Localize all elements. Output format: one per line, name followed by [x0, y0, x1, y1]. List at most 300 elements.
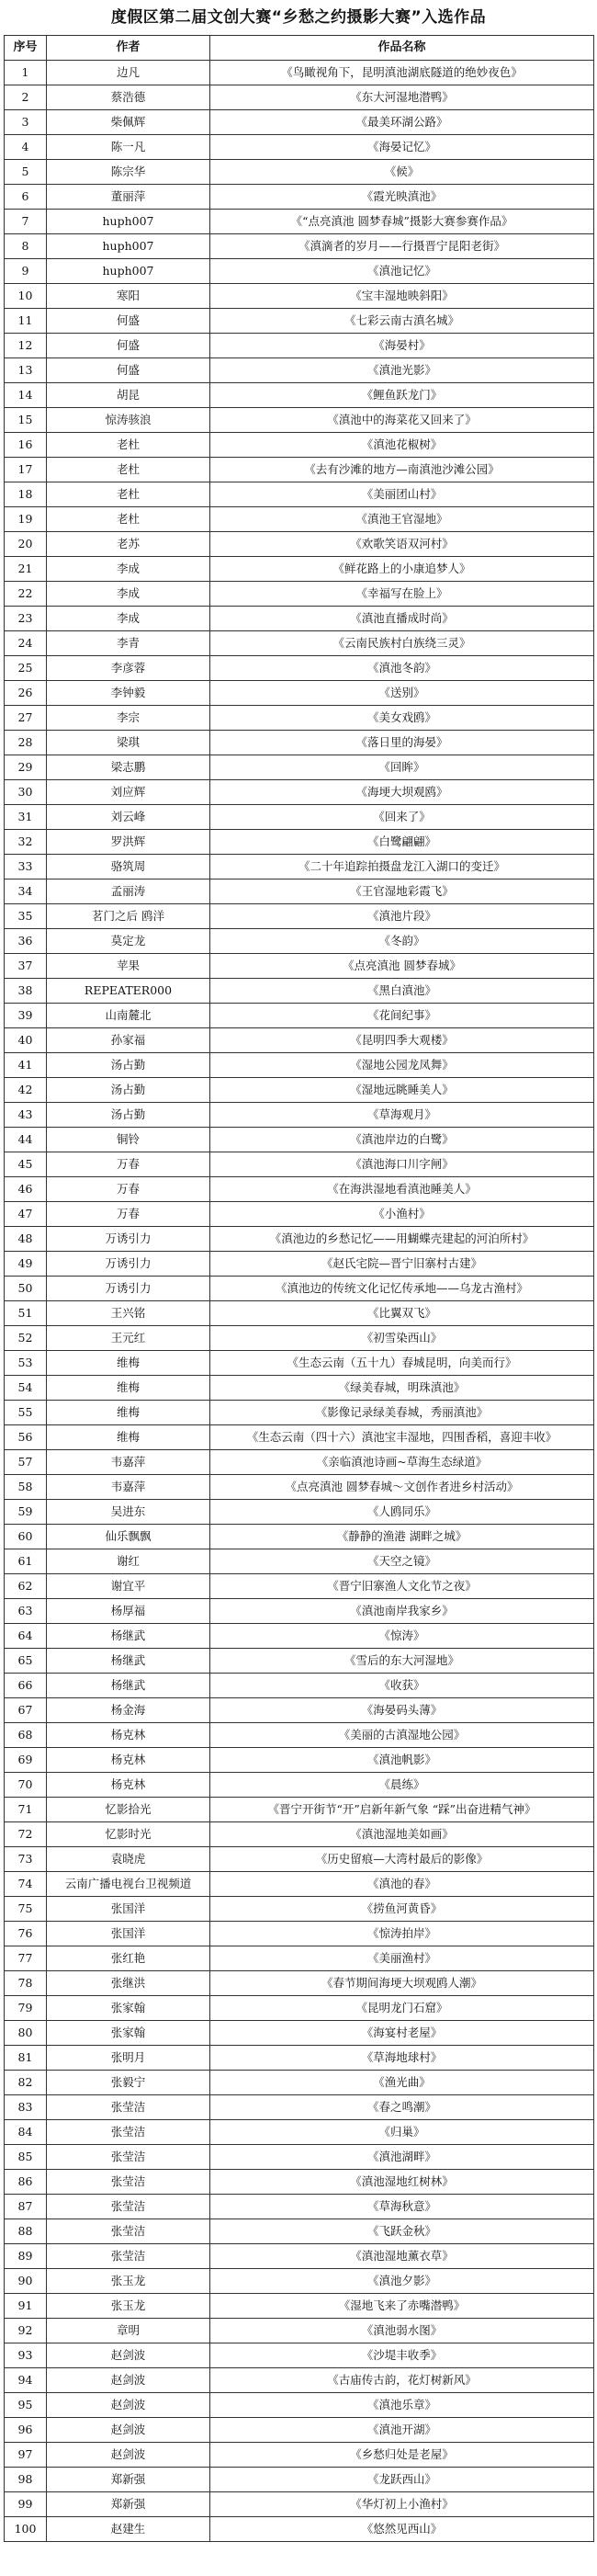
row-index: 24: [5, 631, 47, 656]
table-row: [5, 210, 594, 234]
row-work-title: 《最美环湖公路》: [210, 110, 594, 135]
table-row: [5, 2120, 594, 2145]
table-row: [5, 1971, 594, 1996]
row-index: 19: [5, 507, 47, 532]
row-author: 万春: [47, 1152, 210, 1177]
row-work-title: 《送别》: [210, 681, 594, 706]
table-row: [5, 383, 594, 408]
row-author: 张莹洁: [47, 2195, 210, 2219]
row-author: 陈宗华: [47, 160, 210, 185]
row-author: 赵剑波: [47, 2343, 210, 2368]
row-work-title: 《惊涛》: [210, 1624, 594, 1649]
table-row: [5, 681, 594, 706]
row-author: 董丽萍: [47, 185, 210, 210]
row-author: huph007: [47, 210, 210, 234]
row-author: 梁琪: [47, 731, 210, 755]
row-work-title: 《美丽团山村》: [210, 482, 594, 507]
table-row: [5, 656, 594, 681]
row-index: 21: [5, 557, 47, 582]
table-row: [5, 1872, 594, 1897]
row-work-title: 《滇池湖畔》: [210, 2145, 594, 2170]
row-work-title: 《生态云南（五十九）春城昆明，向美而行》: [210, 1351, 594, 1376]
table-row: [5, 2145, 594, 2170]
table-row: [5, 61, 594, 85]
table-row: [5, 1822, 594, 1847]
row-index: 51: [5, 1301, 47, 1326]
table-row: [5, 2443, 594, 2468]
row-work-title: 《滇池记忆》: [210, 259, 594, 284]
row-work-title: 《天空之镜》: [210, 1549, 594, 1574]
table-row: [5, 458, 594, 482]
row-work-title: 《湿地飞来了赤嘴潜鸭》: [210, 2294, 594, 2319]
row-author: 袁晓虎: [47, 1847, 210, 1872]
row-index: 14: [5, 383, 47, 408]
row-work-title: 《乡愁归处是老屋》: [210, 2443, 594, 2468]
row-work-title: 《滇池边的传统文化记忆传承地——乌龙古渔村》: [210, 1277, 594, 1301]
row-work-title: 《滇池帆影》: [210, 1748, 594, 1773]
row-index: 23: [5, 607, 47, 631]
row-author: 何盛: [47, 309, 210, 334]
row-author: 陈一凡: [47, 135, 210, 160]
row-author: 李钟毅: [47, 681, 210, 706]
row-index: 18: [5, 482, 47, 507]
table-row: [5, 1401, 594, 1425]
row-work-title: 《滇池光影》: [210, 358, 594, 383]
row-work-title: 《鲤鱼跃龙门》: [210, 383, 594, 408]
row-work-title: 《湿地远眺睡美人》: [210, 1078, 594, 1103]
row-index: 50: [5, 1277, 47, 1301]
table-row: [5, 1425, 594, 1450]
row-work-title: 《美丽的古滇湿地公园》: [210, 1723, 594, 1748]
row-author: REPEATER000: [47, 979, 210, 1004]
row-work-title: 《美丽渔村》: [210, 1946, 594, 1971]
row-index: 37: [5, 954, 47, 979]
row-work-title: 《初雪染西山》: [210, 1326, 594, 1351]
table-row: [5, 830, 594, 855]
row-index: 83: [5, 2095, 47, 2120]
row-author: 张红艳: [47, 1946, 210, 1971]
table-row: [5, 731, 594, 755]
row-index: 96: [5, 2418, 47, 2443]
row-author: 铜铃: [47, 1128, 210, 1152]
row-index: 58: [5, 1475, 47, 1500]
table-row: [5, 929, 594, 954]
row-author: 李宗: [47, 706, 210, 731]
row-index: 48: [5, 1227, 47, 1252]
row-author: 张国洋: [47, 1922, 210, 1946]
row-author: 谢宜平: [47, 1574, 210, 1599]
row-author: 张莹洁: [47, 2244, 210, 2269]
row-author: 惊涛骇浪: [47, 408, 210, 433]
row-index: 11: [5, 309, 47, 334]
row-work-title: 《霞光映滇池》: [210, 185, 594, 210]
entries-table: [4, 35, 594, 2542]
row-author: 赵剑波: [47, 2418, 210, 2443]
row-index: 4: [5, 135, 47, 160]
row-index: 17: [5, 458, 47, 482]
row-work-title: 《惊涛拍岸》: [210, 1922, 594, 1946]
row-work-title: 《昆明四季大观楼》: [210, 1028, 594, 1053]
table-row: [5, 85, 594, 110]
row-index: 16: [5, 433, 47, 458]
row-author: 李青: [47, 631, 210, 656]
row-work-title: 《晋宁开街节“开”启新年新气象 “踩”出奋进精气神》: [210, 1798, 594, 1822]
row-author: 韦嘉萍: [47, 1475, 210, 1500]
row-author: 张莹洁: [47, 2219, 210, 2244]
row-author: 万春: [47, 1177, 210, 1202]
row-work-title: 《悠然见西山》: [210, 2517, 594, 2542]
table-row: [5, 1152, 594, 1177]
row-index: 1: [5, 61, 47, 85]
table-row: [5, 1599, 594, 1624]
row-index: 87: [5, 2195, 47, 2219]
row-index: 82: [5, 2071, 47, 2095]
row-author: 莫定龙: [47, 929, 210, 954]
row-work-title: 《海晏记忆》: [210, 135, 594, 160]
row-author: 李彦蓉: [47, 656, 210, 681]
row-index: 74: [5, 1872, 47, 1897]
table-row: [5, 1773, 594, 1798]
row-index: 29: [5, 755, 47, 780]
row-author: 张莹洁: [47, 2170, 210, 2195]
table-row: [5, 185, 594, 210]
row-author: 骆筑周: [47, 855, 210, 879]
row-work-title: 《亲临滇池诗画~草海生态绿道》: [210, 1450, 594, 1475]
table-row: [5, 879, 594, 904]
row-work-title: 《绿美春城，明珠滇池》: [210, 1376, 594, 1401]
table-row: [5, 2170, 594, 2195]
table-row: [5, 557, 594, 582]
row-index: 2: [5, 85, 47, 110]
row-work-title: 《海晏村》: [210, 334, 594, 358]
table-row: [5, 2368, 594, 2393]
row-author: 张家翰: [47, 1996, 210, 2021]
table-row: [5, 135, 594, 160]
row-author: 张玉龙: [47, 2269, 210, 2294]
row-work-title: 《滇池王官湿地》: [210, 507, 594, 532]
row-index: 56: [5, 1425, 47, 1450]
row-work-title: 《滇池冬韵》: [210, 656, 594, 681]
table-row: [5, 1674, 594, 1698]
row-author: 杨继武: [47, 1674, 210, 1698]
row-index: 12: [5, 334, 47, 358]
table-row: [5, 507, 594, 532]
row-author: 老杜: [47, 458, 210, 482]
table-row: [5, 2393, 594, 2418]
row-author: 章明: [47, 2319, 210, 2343]
row-index: 95: [5, 2393, 47, 2418]
row-author: 仙乐飘飘: [47, 1525, 210, 1549]
row-author: 郑新强: [47, 2492, 210, 2517]
row-work-title: 《东大河湿地潜鸭》: [210, 85, 594, 110]
table-row: [5, 1351, 594, 1376]
row-index: 72: [5, 1822, 47, 1847]
table-row: [5, 1798, 594, 1822]
header-work-title: 作品名称: [210, 36, 594, 61]
row-author: 梁志鹏: [47, 755, 210, 780]
row-author: 罗洪辉: [47, 830, 210, 855]
row-index: 15: [5, 408, 47, 433]
row-work-title: 《比翼双飞》: [210, 1301, 594, 1326]
row-index: 8: [5, 234, 47, 259]
table-row: [5, 1649, 594, 1674]
table-row: [5, 2244, 594, 2269]
row-index: 34: [5, 879, 47, 904]
table-row: [5, 954, 594, 979]
table-row: [5, 433, 594, 458]
header-index: 序号: [5, 36, 47, 61]
row-index: 92: [5, 2319, 47, 2343]
row-work-title: 《晋宁旧寨渔人文化节之夜》: [210, 1574, 594, 1599]
row-index: 6: [5, 185, 47, 210]
row-index: 85: [5, 2145, 47, 2170]
row-author: 张莹洁: [47, 2145, 210, 2170]
row-work-title: 《雪后的东大河湿地》: [210, 1649, 594, 1674]
row-author: 谢红: [47, 1549, 210, 1574]
table-row: [5, 706, 594, 731]
row-index: 99: [5, 2492, 47, 2517]
row-index: 57: [5, 1450, 47, 1475]
table-row: [5, 607, 594, 631]
row-work-title: 《滇池湿地美如画》: [210, 1822, 594, 1847]
table-row: [5, 1723, 594, 1748]
row-index: 28: [5, 731, 47, 755]
row-index: 10: [5, 284, 47, 309]
row-author: 杨金海: [47, 1698, 210, 1723]
row-author: 孙家福: [47, 1028, 210, 1053]
row-index: 78: [5, 1971, 47, 1996]
row-author: 郑新强: [47, 2468, 210, 2492]
table-row: [5, 1078, 594, 1103]
row-author: 万诱引力: [47, 1252, 210, 1277]
row-author: huph007: [47, 259, 210, 284]
row-work-title: 《晨练》: [210, 1773, 594, 1798]
row-work-title: 《海埂大坝观鸥》: [210, 780, 594, 805]
table-row: [5, 904, 594, 929]
table-row: [5, 532, 594, 557]
row-author: 张莹洁: [47, 2095, 210, 2120]
row-author: 汤占勤: [47, 1078, 210, 1103]
table-row: [5, 284, 594, 309]
row-work-title: 《滇池边的乡愁记忆——用蝴蝶壳建起的河泊所村》: [210, 1227, 594, 1252]
row-author: 吴进东: [47, 1500, 210, 1525]
row-index: 93: [5, 2343, 47, 2368]
row-work-title: 《历史留痕—大湾村最后的影像》: [210, 1847, 594, 1872]
row-author: 刘云峰: [47, 805, 210, 830]
row-work-title: 《欢歌笑语双河村》: [210, 532, 594, 557]
row-index: 76: [5, 1922, 47, 1946]
row-index: 94: [5, 2368, 47, 2393]
row-index: 60: [5, 1525, 47, 1549]
table-row: [5, 1500, 594, 1525]
table-row: [5, 2071, 594, 2095]
row-author: 万春: [47, 1202, 210, 1227]
row-author: 边凡: [47, 61, 210, 85]
row-index: 45: [5, 1152, 47, 1177]
row-work-title: 《滇池南岸我家乡》: [210, 1599, 594, 1624]
row-work-title: 《人鸥同乐》: [210, 1500, 594, 1525]
row-work-title: 《赵氏宅院—晋宁旧寨村古建》: [210, 1252, 594, 1277]
table-row: [5, 110, 594, 135]
table-row: [5, 2095, 594, 2120]
row-work-title: 《鸟瞰视角下，昆明滇池湖底隧道的绝妙夜色》: [210, 61, 594, 85]
row-index: 31: [5, 805, 47, 830]
row-work-title: 《龙跃西山》: [210, 2468, 594, 2492]
row-author: 王元红: [47, 1326, 210, 1351]
table-row: [5, 1028, 594, 1053]
table-row: [5, 1996, 594, 2021]
table-row: [5, 755, 594, 780]
row-index: 97: [5, 2443, 47, 2468]
row-work-title: 《滇池开湖》: [210, 2418, 594, 2443]
row-work-title: 《春节期间海埂大坝观鸥人潮》: [210, 1971, 594, 1996]
table-row: [5, 1252, 594, 1277]
row-author: 李成: [47, 607, 210, 631]
row-author: 茗门之后 鸥洋: [47, 904, 210, 929]
row-author: 杨继武: [47, 1649, 210, 1674]
table-row: [5, 2319, 594, 2343]
row-work-title: 《滇池岸边的白鹭》: [210, 1128, 594, 1152]
row-work-title: 《春之鸣潮》: [210, 2095, 594, 2120]
table-row: [5, 2269, 594, 2294]
table-row: [5, 2219, 594, 2244]
table-row: [5, 482, 594, 507]
row-author: 万诱引力: [47, 1227, 210, 1252]
row-index: 63: [5, 1599, 47, 1624]
table-row: [5, 2294, 594, 2319]
row-index: 3: [5, 110, 47, 135]
table-row: [5, 309, 594, 334]
row-author: 赵建生: [47, 2517, 210, 2542]
table-row: [5, 979, 594, 1004]
table-row: [5, 1301, 594, 1326]
table-row: [5, 334, 594, 358]
row-work-title: 《美女戏鸥》: [210, 706, 594, 731]
row-author: 柴佩辉: [47, 110, 210, 135]
row-author: 韦嘉萍: [47, 1450, 210, 1475]
row-work-title: 《草海秋意》: [210, 2195, 594, 2219]
row-work-title: 《华灯初上小渔村》: [210, 2492, 594, 2517]
row-index: 59: [5, 1500, 47, 1525]
row-author: 忆影拾光: [47, 1798, 210, 1822]
row-author: 云南广播电视台卫视频道: [47, 1872, 210, 1897]
row-author: 维梅: [47, 1376, 210, 1401]
row-work-title: 《滇池湿地薰衣草》: [210, 2244, 594, 2269]
row-author: 杨继武: [47, 1624, 210, 1649]
row-index: 47: [5, 1202, 47, 1227]
row-work-title: 《滇池花椒树》: [210, 433, 594, 458]
row-index: 33: [5, 855, 47, 879]
row-work-title: 《滇池直播成时尚》: [210, 607, 594, 631]
row-work-title: 《滇池湿地红树林》: [210, 2170, 594, 2195]
row-work-title: 《去有沙滩的地方—南滇池沙滩公园》: [210, 458, 594, 482]
row-author: 杨克林: [47, 1748, 210, 1773]
row-index: 90: [5, 2269, 47, 2294]
row-work-title: 《二十年追踪拍摄盘龙江入湖口的变迁》: [210, 855, 594, 879]
row-author: 张明月: [47, 2046, 210, 2071]
row-index: 30: [5, 780, 47, 805]
row-index: 70: [5, 1773, 47, 1798]
row-index: 20: [5, 532, 47, 557]
row-work-title: 《点亮滇池 圆梦春城～文创作者进乡村活动》: [210, 1475, 594, 1500]
row-work-title: 《飞跃金秋》: [210, 2219, 594, 2244]
row-work-title: 《冬韵》: [210, 929, 594, 954]
row-author: 老杜: [47, 507, 210, 532]
row-work-title: 《候》: [210, 160, 594, 185]
row-author: 赵剑波: [47, 2393, 210, 2418]
table-row: [5, 631, 594, 656]
row-work-title: 《点亮滇池 圆梦春城》: [210, 954, 594, 979]
table-row: [5, 1177, 594, 1202]
row-work-title: 《王官湿地彩霞飞》: [210, 879, 594, 904]
row-index: 38: [5, 979, 47, 1004]
row-index: 36: [5, 929, 47, 954]
row-index: 67: [5, 1698, 47, 1723]
row-index: 49: [5, 1252, 47, 1277]
table-row: [5, 1128, 594, 1152]
row-index: 69: [5, 1748, 47, 1773]
row-author: 蔡浩德: [47, 85, 210, 110]
header-author: 作者: [47, 36, 210, 61]
row-index: 73: [5, 1847, 47, 1872]
table-row: [5, 259, 594, 284]
row-author: 张玉龙: [47, 2294, 210, 2319]
row-work-title: 《宝丰湿地映斜阳》: [210, 284, 594, 309]
table-row: [5, 2343, 594, 2368]
row-author: 李成: [47, 557, 210, 582]
row-index: 26: [5, 681, 47, 706]
table-row: [5, 1277, 594, 1301]
table-row: [5, 408, 594, 433]
row-index: 39: [5, 1004, 47, 1028]
row-work-title: 《滇滴者的岁月——行摄晋宁昆阳老街》: [210, 234, 594, 259]
row-work-title: 《白鹭翩翩》: [210, 830, 594, 855]
row-author: 寒阳: [47, 284, 210, 309]
table-header-row: [5, 36, 594, 61]
table-row: [5, 2195, 594, 2219]
row-author: 苹果: [47, 954, 210, 979]
row-work-title: 《滇池片段》: [210, 904, 594, 929]
row-author: 维梅: [47, 1351, 210, 1376]
row-index: 5: [5, 160, 47, 185]
table-row: [5, 1922, 594, 1946]
row-author: 刘应辉: [47, 780, 210, 805]
row-index: 43: [5, 1103, 47, 1128]
table-row: [5, 1376, 594, 1401]
table-row: [5, 1748, 594, 1773]
table-body: [5, 61, 594, 2542]
row-work-title: 《鲜花路上的小康追梦人》: [210, 557, 594, 582]
row-author: 维梅: [47, 1425, 210, 1450]
table-row: [5, 1624, 594, 1649]
row-author: 山南麓北: [47, 1004, 210, 1028]
document-title: 度假区第二届文创大赛“乡愁之约摄影大赛”入选作品: [110, 8, 487, 27]
table-row: [5, 1698, 594, 1723]
table-row: [5, 1574, 594, 1599]
row-author: 万诱引力: [47, 1277, 210, 1301]
row-index: 65: [5, 1649, 47, 1674]
row-work-title: 《“点亮滇池 圆梦春城”摄影大赛参赛作品》: [210, 210, 594, 234]
row-work-title: 《归巢》: [210, 2120, 594, 2145]
row-index: 88: [5, 2219, 47, 2244]
table-row: [5, 1897, 594, 1922]
row-index: 80: [5, 2021, 47, 2046]
row-index: 52: [5, 1326, 47, 1351]
row-author: 张莹洁: [47, 2120, 210, 2145]
row-index: 79: [5, 1996, 47, 2021]
row-work-title: 《云南民族村白族绕三灵》: [210, 631, 594, 656]
row-author: 汤占勤: [47, 1053, 210, 1078]
